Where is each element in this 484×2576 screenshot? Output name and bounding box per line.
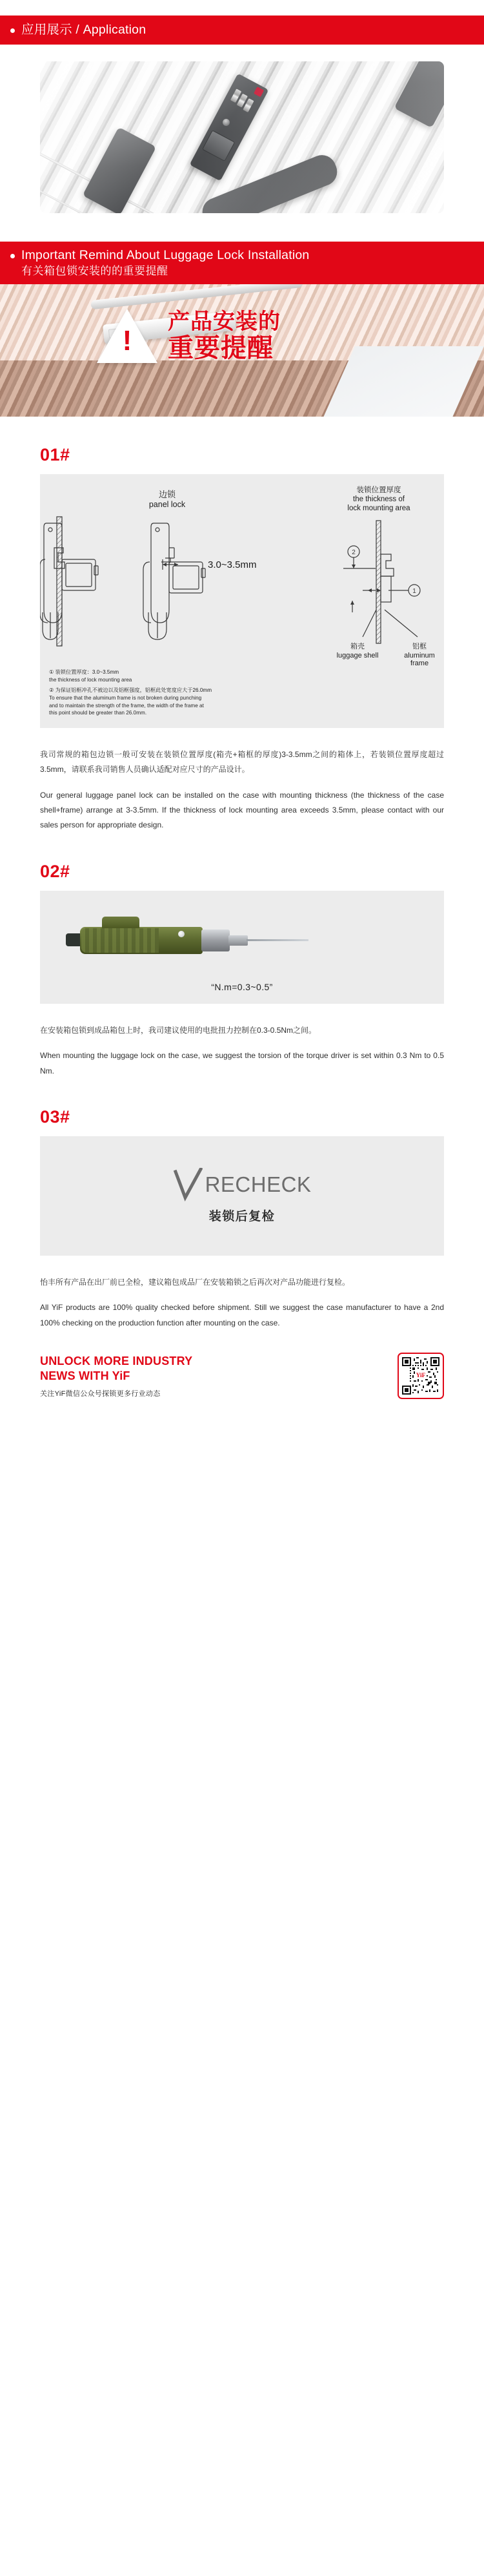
installation-warning-photo xyxy=(0,284,484,417)
section-01-paragraph-cn: 我司常规的箱包边锁一般可安装在装锁位置厚度(箱壳+箱框的厚度)3-3.5mm之间的箱体上，若装锁位置厚度超过3.5mm，请联系我司销售人员确认适配对应尺寸的产品设计。 xyxy=(40,749,444,774)
torque-driver-photo xyxy=(40,891,444,1004)
svg-text:1: 1 xyxy=(412,588,416,595)
section-banner-application xyxy=(0,16,484,45)
label-luggage-shell-cn: 箱壳 xyxy=(350,643,365,650)
section-02-paragraph-cn: 在安装箱包锁到成品箱包上时，我司建议使用的电批扭力控制在0.3-0.5Nm之间。 xyxy=(40,1025,317,1035)
footer-headline-line-2: NEWS WITH YiF xyxy=(40,1369,130,1382)
recheck-panel xyxy=(40,1136,444,1256)
driver-grip xyxy=(81,928,159,953)
label-alu-frame-en-2: frame xyxy=(410,660,429,667)
warning-line-2: 重要提醒 xyxy=(168,333,274,362)
section-number-02: 02# xyxy=(40,861,70,881)
lock-slider-button[interactable] xyxy=(202,130,235,162)
label-luggage-shell-en: luggage shell xyxy=(336,652,379,660)
warning-line-1: 产品安装的 xyxy=(168,309,281,334)
note-2-en-1: To ensure that the aluminum frame is not broken during punching xyxy=(49,694,202,701)
checkmark-icon xyxy=(173,1168,203,1201)
page-footer xyxy=(40,1353,444,1399)
recheck-label-cn: 装锁后复检 xyxy=(208,1209,276,1223)
section-banner-important-remind xyxy=(0,242,484,284)
tsa-badge-icon xyxy=(254,87,264,97)
driver-chuck xyxy=(228,935,248,946)
label-panel-lock-en: panel lock xyxy=(148,500,186,509)
label-dimension: 3.0~3.5mm xyxy=(208,559,257,570)
diagram-notes xyxy=(40,667,444,717)
banner-remind-title-cn: 有关箱包锁安装的的重要提醒 xyxy=(21,264,168,277)
corner-pad xyxy=(83,127,157,213)
label-alu-frame-cn: 铝框 xyxy=(412,643,427,650)
torque-value-caption: “N.m=0.3~0.5” xyxy=(211,981,273,992)
note-2-en-3: this point should be greater than 26.0mm. xyxy=(49,710,147,716)
warning-overlay xyxy=(97,309,458,363)
label-alu-frame-en-1: aluminum xyxy=(404,652,435,660)
label-thickness-en-2: lock mounting area xyxy=(347,504,410,512)
note-2-en-2: and to maintain the strength of the frame, the width of the frame at xyxy=(49,702,204,709)
note-1-en: the thickness of lock mounting area xyxy=(49,676,132,683)
section-03-paragraph-cn: 怡丰所有产品在出厂前已全检，建议箱包成品厂在安装箱锁之后再次对产品功能进行复检。 xyxy=(40,1277,350,1287)
footer-headline-line-1: UNLOCK MORE INDUSTRY xyxy=(40,1355,193,1368)
application-photo xyxy=(40,61,444,213)
bullet-dot-icon xyxy=(10,254,15,258)
section-number-01: 01# xyxy=(40,445,70,464)
driver-torque-collar xyxy=(201,930,230,951)
label-thickness-cn: 装锁位置厚度 xyxy=(356,486,401,494)
section-number-03: 03# xyxy=(40,1106,70,1127)
note-2-cn: ② 为保证铝框冲孔不被边以及铝框强度，铝框此处宽度应大于26.0mm xyxy=(49,687,212,694)
banner-remind-title-en: Important Remind About Luggage Lock Installation xyxy=(21,248,310,263)
section-03-paragraph-en: All YiF products are 100% quality checked before shipment. Still we suggest the case manufacturer to have a 2nd 100% checking on the production function after mounting on the case. xyxy=(40,1303,444,1327)
label-panel-lock-cn: 边锁 xyxy=(158,490,176,499)
bullet-dot-icon xyxy=(10,28,15,33)
driver-indicator-light xyxy=(178,931,185,937)
driver-lever xyxy=(102,917,139,928)
lock-cross-section-drawing xyxy=(40,483,444,667)
lock-thickness-diagram xyxy=(40,474,444,728)
corner-pad xyxy=(394,61,444,128)
svg-text:YiF: YiF xyxy=(416,1372,426,1379)
wechat-qr-code[interactable] xyxy=(398,1353,444,1399)
banner-application-title: 应用展示 / Application xyxy=(21,23,146,37)
label-thickness-en-1: the thickness of xyxy=(353,495,405,503)
tsa-combination-lock xyxy=(190,74,269,182)
footer-subline: 关注YiF微信公众号探锁更多行业动态 xyxy=(40,1390,161,1398)
warning-triangle-icon xyxy=(97,309,157,363)
note-1-cn: ① 装锁位置厚度：3.0~3.5mm xyxy=(49,669,119,675)
driver-bit xyxy=(247,939,308,941)
recheck-label: RECHECK xyxy=(205,1172,312,1196)
section-02-paragraph-en: When mounting the luggage lock on the case, we suggest the torsion of the torque driver is set within 0.3 Nm to 0.5 Nm. xyxy=(40,1051,444,1075)
key-cylinder xyxy=(221,118,231,127)
svg-text:2: 2 xyxy=(352,549,356,556)
section-01-paragraph-en: Our general luggage panel lock can be installed on the case with mounting thickness (the thickness of the case shell+frame) arrange at 3-3.5mm. If the thickness of lock mounting area exceeds 3.5mm, please contact with our sales person for appropriate design. xyxy=(40,790,444,830)
